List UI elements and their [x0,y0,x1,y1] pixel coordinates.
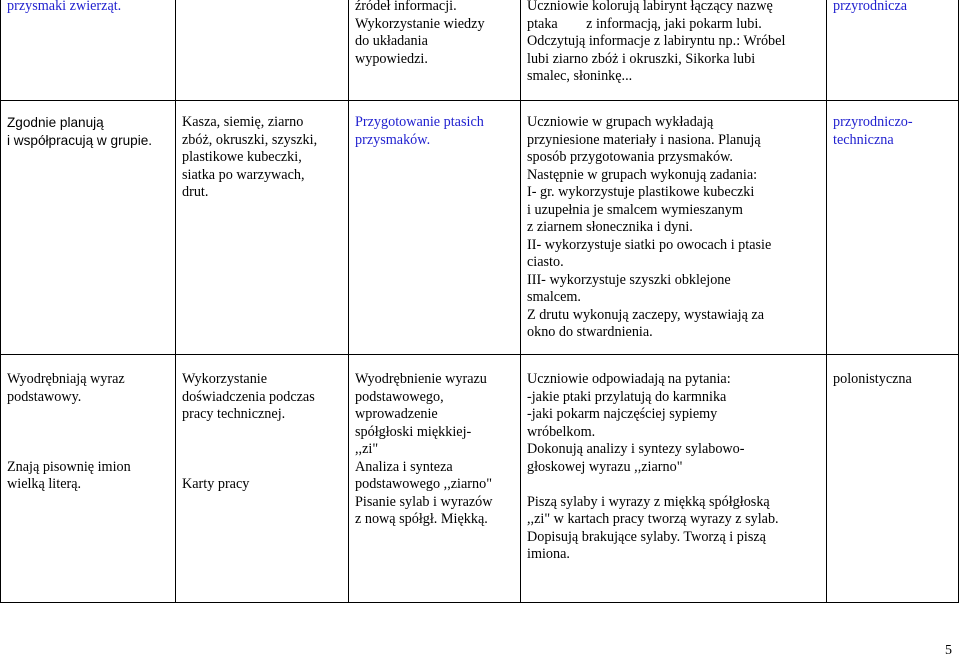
page-number: 5 [945,642,952,658]
activity-line: -jakie ptaki przylatują do karmnika [527,388,727,405]
method-line: Wyodrębnienie wyrazu [355,371,487,387]
cell-materials [176,101,349,355]
area-line: polonistyczna [833,371,912,387]
material-line: pracy technicznej. [182,406,286,422]
cell-method [349,0,521,101]
method-line: podstawowego, [355,388,444,405]
cell-goal [1,355,176,603]
method-line: spółgłoski miękkiej- [355,423,472,440]
activity-line: Odczytują informacje z labiryntu np.: Wróbel [527,33,786,49]
method-line: Analiza i synteza [355,458,453,475]
activity-line [527,476,820,494]
activity-line: -jaki pokarm najczęściej sypiemy [527,406,718,422]
activity-line: Z drutu wykonują zaczepy, wystawiają za [527,306,765,323]
material-line [182,441,342,459]
activity-line: Uczniowie odpowiadają na pytania: [527,371,731,387]
goal-line: i współpracują w grupie. [7,132,153,148]
cell-area [827,101,959,355]
activity-line: okno do stwardnienia. [527,324,653,340]
table-row [1,0,959,101]
method-line: Wykorzystanie wiedzy [355,15,485,32]
method-line: wprowadzenie [355,406,438,422]
goal-line: Zgodnie planują [7,115,104,130]
table-row [1,101,959,355]
material-line [182,424,342,442]
activity-line: Dokonują analizy i syntezy sylabowo- [527,441,745,457]
activity-line: Uczniowie kolorują labirynt łączący nazwę [527,0,773,14]
goal-line: wielką literą. [7,476,82,492]
method-line: Przygotowanie ptasich [355,114,484,130]
material-line [182,459,342,477]
activity-line: I- gr. wykorzystuje plastikowe kubeczki [527,184,755,200]
cell-activities [521,0,827,101]
goal-line: przysmaki zwierząt. [7,0,122,14]
activity-line: wróbelkom. [527,423,596,440]
activity-line: Następnie w grupach wykonują zadania: [527,166,758,183]
method-line: przysmaków. [355,131,431,148]
method-line: źródeł informacji. [355,0,457,14]
method-line: podstawowego ,,ziarno" [355,476,492,492]
activity-line: III- wykorzystuje szyszki obklejone [527,271,731,288]
activity-line: przyniesione materiały i nasiona. Planują [527,131,761,148]
material-line: Wykorzystanie [182,371,268,387]
method-line: wypowiedzi. [355,50,428,67]
material-line: Kasza, siemię, ziarno [182,114,304,130]
material-line: zbóż, okruszki, szyszki, [182,131,318,148]
method-line: Pisanie sylab i wyrazów [355,493,493,510]
method-line: do układania [355,33,428,49]
activity-line: ,,zi" w kartach pracy tworzą wyrazy z sylab. [527,511,779,527]
activity-line: Piszą sylaby i wyrazy z miękką spółgłoską [527,493,770,510]
cell-materials [176,355,349,603]
goal-line [7,441,169,459]
table-row [1,355,959,603]
activity-line: Uczniowie w grupach wykładają [527,114,714,130]
goal-line: Znają pisownię imion [7,458,131,475]
cell-method [349,101,521,355]
activity-line: ciasto. [527,254,564,270]
material-line: Karty pracy [182,476,250,492]
goal-line: podstawowy. [7,388,82,405]
area-line: przyrodnicza [833,0,908,14]
goal-line [7,406,169,424]
activity-line: głoskowej wyrazu ,,ziarno" [527,458,683,475]
method-line: z nową spółgł. Miękką. [355,511,488,527]
area-line: przyrodniczo- [833,114,913,130]
cell-area [827,0,959,101]
cell-goal [1,101,176,355]
activity-line: II- wykorzystuje siatki po owocach i ptasie [527,236,772,253]
material-line: plastikowe kubeczki, [182,149,302,165]
goal-line: Wyodrębniają wyraz [7,371,125,387]
method-line: ,,zi" [355,441,379,457]
activity-line: i uzupełnia je smalcem wymieszanym [527,201,743,218]
activity-line: sposób przygotowania przysmaków. [527,149,733,165]
cell-method [349,355,521,603]
activity-line: imiona. [527,546,570,562]
activity-line: smalec, słoninkę... [527,68,633,84]
activity-line: Dopisują brakujące sylaby. Tworzą i piszą [527,528,766,545]
goal-line [7,424,169,442]
activity-line: z ziarnem słonecznika i dyni. [527,219,693,235]
material-line: drut. [182,184,209,200]
cell-goal [1,0,176,101]
area-line: techniczna [833,131,894,148]
material-line: siatka po warzywach, [182,166,305,183]
cell-activities [521,355,827,603]
cell-area [827,355,959,603]
activity-line: lubi ziarno zbóż i okruszki, Sikorka lubi [527,50,756,67]
activity-line: ptaka z informacją, jaki pokarm lubi. [527,15,762,32]
cell-activities [521,101,827,355]
material-line: doświadczenia podczas [182,388,315,405]
cell-materials [176,0,349,101]
activity-line: smalcem. [527,289,581,305]
